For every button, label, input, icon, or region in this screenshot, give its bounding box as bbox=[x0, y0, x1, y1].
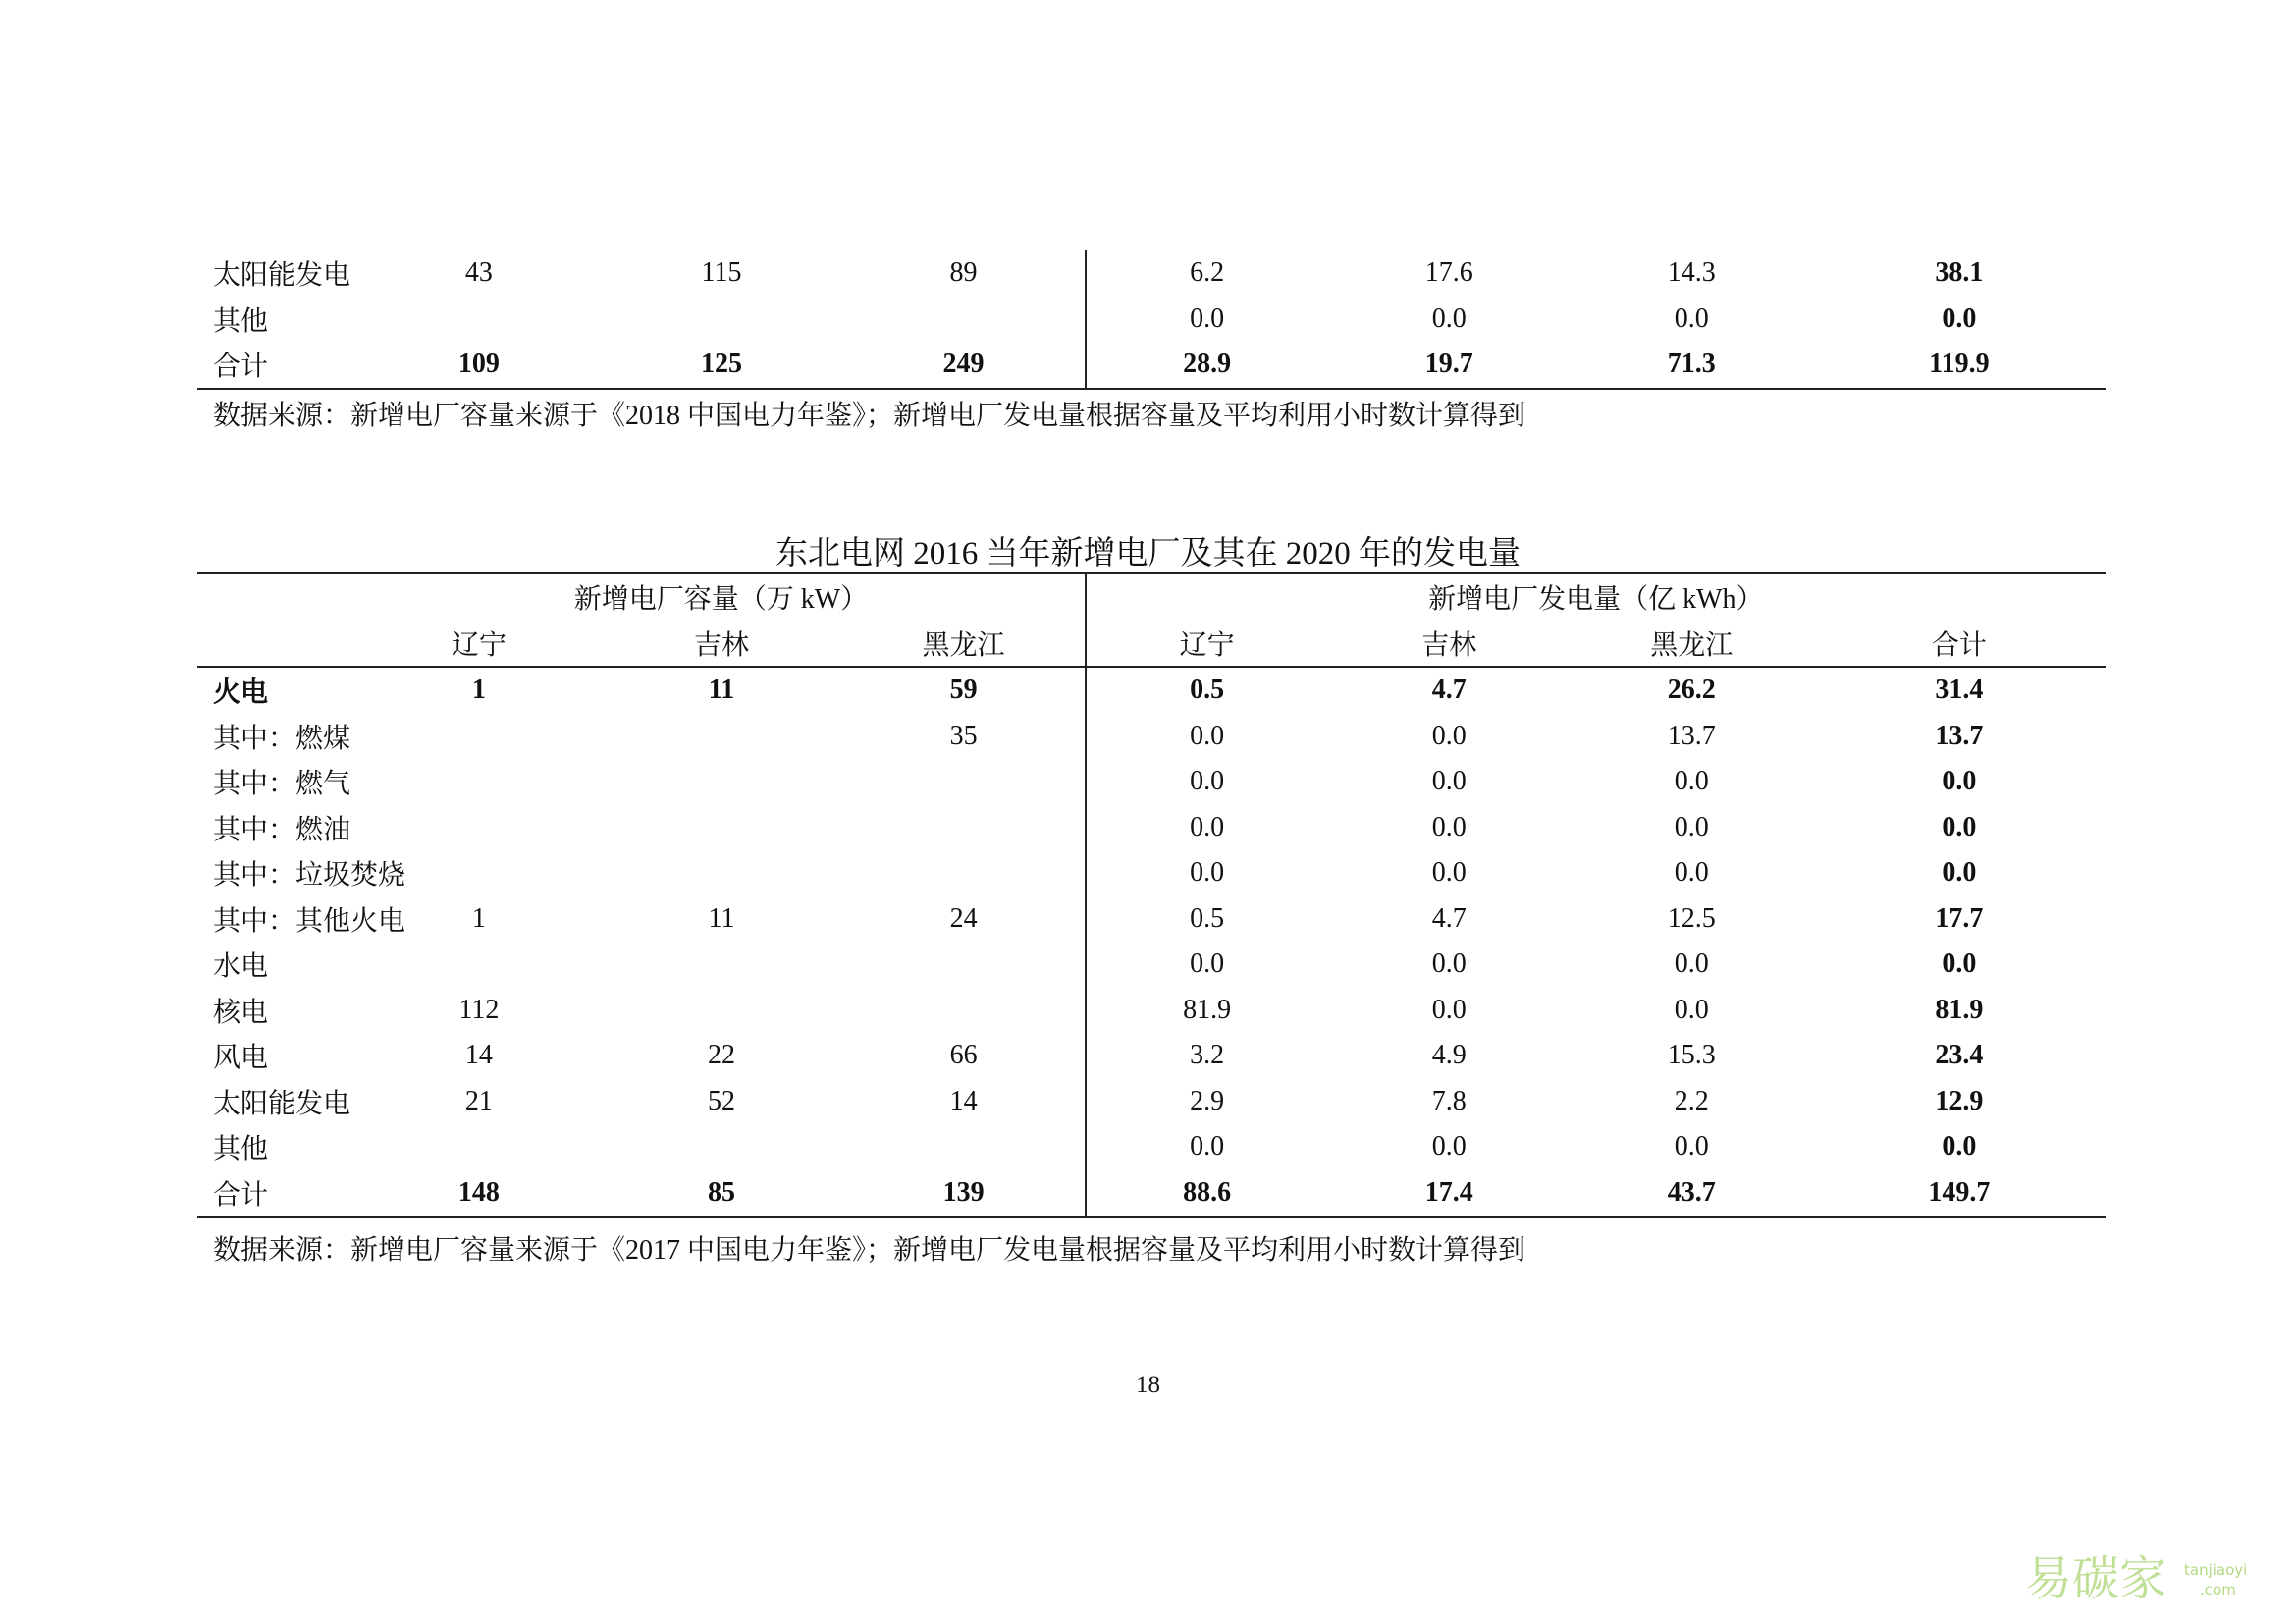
cap-heilongjiang bbox=[843, 297, 1086, 343]
header-capacity-group: 新增电厂容量（万 kW） bbox=[357, 573, 1085, 621]
row-label: 水电 bbox=[213, 951, 269, 983]
gen-jilin: 0.0 bbox=[1431, 720, 1467, 751]
main-table-header bbox=[197, 573, 2106, 667]
table-row bbox=[197, 759, 2106, 805]
gen-jilin: 4.7 bbox=[1431, 675, 1467, 706]
gen-liaoning: 0.0 bbox=[1086, 759, 1328, 805]
cap-jilin: 115 bbox=[701, 257, 742, 289]
row-label: 其中：燃气 bbox=[213, 769, 351, 800]
cap-heilongjiang bbox=[843, 988, 1086, 1034]
gen-jilin: 0.0 bbox=[1431, 302, 1467, 334]
gen-jilin: 4.9 bbox=[1431, 1040, 1467, 1071]
gen-total: 119.9 bbox=[1813, 342, 2106, 389]
cap-jilin bbox=[600, 988, 842, 1034]
source-note: 数据来源：新增电厂容量来源于《2017 中国电力年鉴》；新增电厂发电量根据容量及平均利用小时数计算得到 bbox=[213, 1235, 1526, 1266]
gen-jilin: 0.0 bbox=[1431, 1131, 1467, 1163]
cap-liaoning bbox=[357, 714, 600, 760]
header-column-row bbox=[197, 621, 2106, 668]
gen-heilongjiang: 15.3 bbox=[1667, 1040, 1716, 1071]
cap-liaoning: 148 bbox=[357, 1170, 600, 1218]
gen-liaoning: 6.2 bbox=[1086, 250, 1328, 297]
gen-heilongjiang: 43.7 bbox=[1571, 1170, 1813, 1218]
table-row-total bbox=[197, 342, 2106, 389]
cap-jilin bbox=[600, 759, 842, 805]
cap-jilin bbox=[600, 942, 842, 988]
watermark-brand: 易碳家 bbox=[2025, 1551, 2167, 1606]
gen-total: 0.0 bbox=[1942, 302, 1977, 334]
watermark-logo bbox=[2021, 1534, 2257, 1616]
row-label: 合计 bbox=[197, 342, 357, 389]
cap-heilongjiang: 14 bbox=[949, 1085, 978, 1116]
row-label: 合计 bbox=[197, 1170, 357, 1218]
cap-liaoning bbox=[357, 1124, 600, 1170]
gen-heilongjiang: 71.3 bbox=[1571, 342, 1813, 389]
cap-liaoning: 109 bbox=[357, 342, 600, 389]
cap-heilongjiang: 35 bbox=[949, 720, 978, 751]
cap-liaoning bbox=[357, 759, 600, 805]
cap-heilongjiang: 24 bbox=[949, 902, 978, 934]
cap-liaoning: 21 bbox=[464, 1085, 493, 1116]
cap-heilongjiang: 249 bbox=[843, 342, 1086, 389]
row-label: 风电 bbox=[213, 1043, 269, 1074]
gen-heilongjiang: 0.0 bbox=[1674, 811, 1709, 842]
gen-total: 31.4 bbox=[1935, 675, 1984, 706]
cap-heilongjiang bbox=[843, 850, 1086, 896]
gen-total: 13.7 bbox=[1935, 720, 1984, 751]
gen-liaoning: 0.5 bbox=[1086, 667, 1328, 714]
row-label: 其他 bbox=[213, 1134, 269, 1165]
page-number: 18 bbox=[1136, 1372, 1160, 1398]
gen-liaoning: 0.0 bbox=[1086, 942, 1328, 988]
cap-jilin: 11 bbox=[708, 902, 735, 934]
gen-heilongjiang: 2.2 bbox=[1674, 1085, 1709, 1116]
gen-heilongjiang: 12.5 bbox=[1667, 902, 1716, 934]
gen-heilongjiang: 0.0 bbox=[1674, 1131, 1709, 1163]
cap-heilongjiang: 89 bbox=[949, 257, 978, 289]
cap-jilin bbox=[600, 297, 842, 343]
row-label: 太阳能发电 bbox=[213, 260, 351, 292]
table-title: 东北电网 2016 当年新增电厂及其在 2020 年的发电量 bbox=[775, 536, 1521, 571]
cap-liaoning: 112 bbox=[458, 994, 500, 1025]
cap-jilin: 85 bbox=[600, 1170, 842, 1218]
gen-heilongjiang: 0.0 bbox=[1674, 948, 1709, 980]
row-label: 其中：垃圾焚烧 bbox=[213, 860, 406, 892]
table-row bbox=[197, 896, 2106, 943]
cap-jilin bbox=[600, 1124, 842, 1170]
header-cap-heilongjiang: 黑龙江 bbox=[843, 621, 1086, 668]
row-label: 其中：燃油 bbox=[213, 814, 351, 845]
continued-table-body bbox=[197, 250, 2106, 389]
gen-heilongjiang: 0.0 bbox=[1674, 766, 1709, 797]
continued-table bbox=[197, 250, 2106, 390]
gen-total: 23.4 bbox=[1935, 1040, 1984, 1071]
cap-jilin: 52 bbox=[707, 1085, 735, 1116]
gen-liaoning: 2.9 bbox=[1086, 1079, 1328, 1125]
header-group-row bbox=[197, 573, 2106, 621]
header-blank bbox=[197, 621, 357, 668]
table-row bbox=[197, 850, 2106, 896]
gen-total: 0.0 bbox=[1942, 857, 1977, 889]
gen-liaoning: 3.2 bbox=[1086, 1033, 1328, 1079]
gen-jilin: 0.0 bbox=[1431, 857, 1467, 889]
cap-liaoning bbox=[357, 805, 600, 851]
gen-total: 81.9 bbox=[1935, 994, 1984, 1025]
gen-heilongjiang: 26.2 bbox=[1667, 675, 1716, 706]
cap-jilin: 11 bbox=[708, 675, 735, 706]
main-table-body bbox=[197, 667, 2106, 1217]
table-row bbox=[197, 297, 2106, 343]
header-gen-heilongjiang: 黑龙江 bbox=[1571, 621, 1813, 668]
gen-jilin: 0.0 bbox=[1431, 948, 1467, 980]
gen-total: 38.1 bbox=[1935, 257, 1984, 289]
gen-liaoning: 0.0 bbox=[1086, 297, 1328, 343]
gen-total: 0.0 bbox=[1942, 811, 1977, 842]
gen-liaoning: 0.5 bbox=[1086, 896, 1328, 943]
gen-heilongjiang: 13.7 bbox=[1667, 720, 1716, 751]
gen-heilongjiang: 14.3 bbox=[1667, 257, 1716, 289]
cap-jilin bbox=[600, 714, 842, 760]
cap-heilongjiang bbox=[843, 759, 1086, 805]
cap-heilongjiang: 66 bbox=[949, 1040, 978, 1071]
cap-heilongjiang bbox=[843, 942, 1086, 988]
cap-liaoning: 14 bbox=[464, 1040, 493, 1071]
gen-total: 12.9 bbox=[1935, 1085, 1984, 1116]
gen-liaoning: 0.0 bbox=[1086, 714, 1328, 760]
cap-heilongjiang: 59 bbox=[949, 675, 978, 706]
gen-jilin: 7.8 bbox=[1431, 1085, 1467, 1116]
gen-heilongjiang: 0.0 bbox=[1674, 302, 1709, 334]
gen-jilin: 4.7 bbox=[1431, 902, 1467, 934]
row-label: 其他 bbox=[213, 305, 269, 337]
cap-liaoning: 1 bbox=[471, 675, 486, 706]
cap-liaoning bbox=[357, 942, 600, 988]
table-row bbox=[197, 250, 2106, 297]
gen-jilin: 0.0 bbox=[1431, 811, 1467, 842]
cap-jilin: 125 bbox=[600, 342, 842, 389]
table-row bbox=[197, 667, 2106, 714]
table-row bbox=[197, 988, 2106, 1034]
header-cap-jilin: 吉林 bbox=[600, 621, 842, 668]
gen-liaoning: 88.6 bbox=[1086, 1170, 1328, 1218]
row-label: 其中：其他火电 bbox=[213, 905, 406, 937]
gen-heilongjiang: 0.0 bbox=[1674, 994, 1709, 1025]
watermark-domain: tanjiaoyi bbox=[2184, 1561, 2248, 1579]
table-row bbox=[197, 714, 2106, 760]
gen-jilin: 19.7 bbox=[1328, 342, 1571, 389]
gen-total: 0.0 bbox=[1942, 766, 1977, 797]
table-row-total bbox=[197, 1170, 2106, 1218]
gen-jilin: 0.0 bbox=[1431, 994, 1467, 1025]
gen-heilongjiang: 0.0 bbox=[1674, 857, 1709, 889]
gen-total: 149.7 bbox=[1813, 1170, 2106, 1218]
cap-jilin: 22 bbox=[707, 1040, 735, 1071]
header-generation-group: 新增电厂发电量（亿 kWh） bbox=[1086, 573, 2106, 621]
cap-jilin bbox=[600, 805, 842, 851]
gen-liaoning: 28.9 bbox=[1086, 342, 1328, 389]
gen-jilin: 17.4 bbox=[1328, 1170, 1571, 1218]
gen-jilin: 0.0 bbox=[1431, 766, 1467, 797]
row-label: 太阳能发电 bbox=[213, 1088, 351, 1119]
table-row bbox=[197, 1079, 2106, 1125]
cap-liaoning bbox=[357, 297, 600, 343]
gen-total: 17.7 bbox=[1935, 902, 1984, 934]
source-note: 数据来源：新增电厂容量来源于《2018 中国电力年鉴》；新增电厂发电量根据容量及平均利用小时数计算得到 bbox=[213, 401, 1526, 431]
row-label: 其中：燃煤 bbox=[213, 723, 351, 754]
watermark-tld: .com bbox=[2200, 1581, 2236, 1598]
gen-total: 0.0 bbox=[1942, 948, 1977, 980]
gen-liaoning: 81.9 bbox=[1086, 988, 1328, 1034]
cap-heilongjiang bbox=[843, 1124, 1086, 1170]
header-blank bbox=[197, 573, 357, 621]
table-row bbox=[197, 1033, 2106, 1079]
gen-jilin: 17.6 bbox=[1424, 257, 1473, 289]
header-gen-jilin: 吉林 bbox=[1328, 621, 1571, 668]
header-gen-total: 合计 bbox=[1813, 621, 2106, 668]
table-row bbox=[197, 1124, 2106, 1170]
cap-liaoning: 1 bbox=[471, 902, 486, 934]
header-cap-liaoning: 辽宁 bbox=[357, 621, 600, 668]
row-label: 火电 bbox=[213, 677, 269, 709]
cap-heilongjiang bbox=[843, 805, 1086, 851]
cap-liaoning: 43 bbox=[464, 257, 493, 289]
gen-liaoning: 0.0 bbox=[1086, 850, 1328, 896]
gen-total: 0.0 bbox=[1942, 1131, 1977, 1163]
gen-liaoning: 0.0 bbox=[1086, 1124, 1328, 1170]
header-gen-liaoning: 辽宁 bbox=[1086, 621, 1328, 668]
cap-heilongjiang: 139 bbox=[843, 1170, 1086, 1218]
main-table bbox=[197, 572, 2106, 1218]
table-row bbox=[197, 942, 2106, 988]
table-row bbox=[197, 805, 2106, 851]
cap-jilin bbox=[600, 850, 842, 896]
row-label: 核电 bbox=[213, 997, 269, 1028]
gen-liaoning: 0.0 bbox=[1086, 805, 1328, 851]
